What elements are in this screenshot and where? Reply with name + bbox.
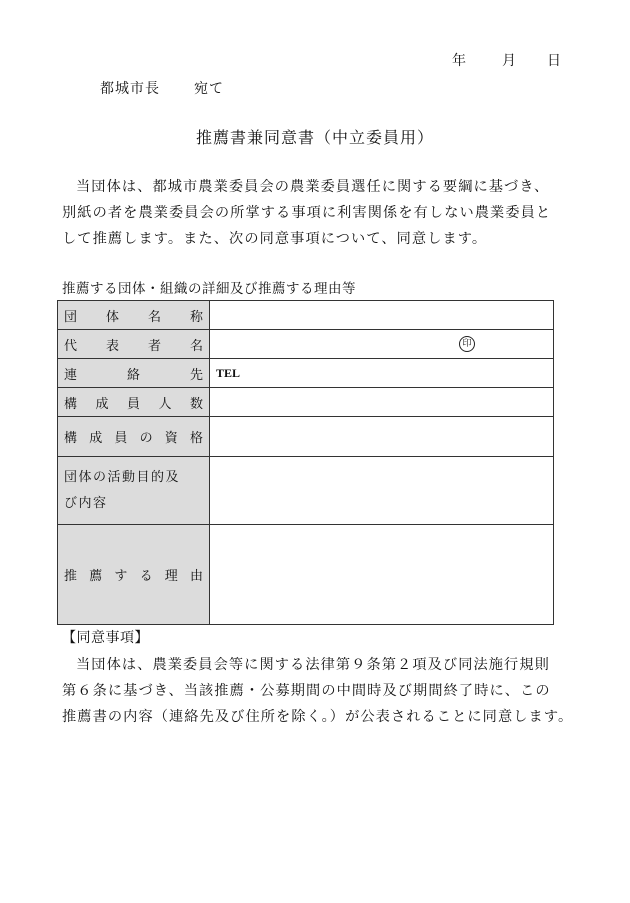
- label-char: 資: [164, 431, 178, 446]
- label-char: 員: [126, 396, 140, 412]
- intro-line: して推薦します。また、次の同意事項について、同意します。: [62, 231, 488, 247]
- label-char: 代: [64, 338, 78, 354]
- value-org-name[interactable]: [210, 301, 554, 330]
- label-char: 理: [164, 569, 178, 584]
- label-char: す: [114, 569, 128, 584]
- activity-label-line: び内容: [64, 495, 108, 511]
- label-char: 連: [64, 367, 78, 383]
- label-member-count: [58, 388, 210, 417]
- addressee-suffix: 宛て: [194, 81, 224, 97]
- label-activity-purpose: [58, 457, 210, 525]
- label-char: 体: [105, 309, 119, 325]
- label-recommendation-reason: [58, 525, 210, 625]
- value-member-count[interactable]: [210, 388, 554, 417]
- date-line: [0, 50, 630, 70]
- value-recommendation-reason[interactable]: [210, 525, 554, 625]
- label-char: 称: [189, 309, 203, 325]
- table-row: [58, 525, 554, 625]
- consent-line: 第６条に基づき、当該推薦・公募期間の中間時及び期間終了時に、この: [62, 683, 551, 699]
- value-member-qualification[interactable]: [210, 417, 554, 457]
- table-row: [58, 417, 554, 457]
- label-char: 名: [189, 338, 203, 354]
- label-org-name: [58, 301, 210, 330]
- addressee-name: 都城市長: [100, 81, 160, 97]
- consent-line: 推薦書の内容（連絡先及び住所を除く。）が公表されることに同意します。: [62, 709, 574, 725]
- value-representative[interactable]: [210, 330, 554, 359]
- consent-paragraph: [62, 652, 574, 730]
- label-char: 数: [189, 396, 203, 412]
- label-char: 推: [64, 569, 78, 584]
- label-char: 格: [189, 431, 203, 446]
- table-row: [58, 330, 554, 359]
- table-row: [58, 301, 554, 330]
- document-title: 推薦書兼同意書（中立委員用）: [195, 128, 434, 147]
- intro-line: 当団体は、都城市農業委員会の農業委員選任に関する要綱に基づき、: [76, 179, 550, 195]
- activity-label-line: 団体の活動目的及: [64, 469, 181, 485]
- label-char: 成: [89, 431, 103, 446]
- label-char: 員: [114, 431, 128, 446]
- value-contact[interactable]: TEL: [210, 359, 554, 388]
- label-char: 由: [189, 569, 203, 584]
- label-char: 構: [64, 396, 78, 412]
- label-representative: [58, 330, 210, 359]
- seal-mark-icon: 印: [459, 336, 475, 352]
- intro-paragraph: [62, 174, 562, 252]
- label-contact: [58, 359, 210, 388]
- consent-heading: 【同意事項】: [62, 630, 149, 646]
- label-char: 人: [158, 396, 172, 412]
- date-year: 年: [452, 53, 466, 69]
- value-activity-purpose[interactable]: [210, 457, 554, 525]
- label-char: 者: [147, 338, 161, 354]
- label-char: る: [139, 569, 153, 584]
- label-char: 構: [64, 431, 78, 446]
- label-char: の: [139, 431, 153, 446]
- date-month: 月: [502, 53, 516, 69]
- label-char: 表: [105, 338, 119, 354]
- table-row: [58, 388, 554, 417]
- label-char: 薦: [89, 569, 103, 584]
- addressee: [100, 78, 224, 98]
- table-row: [58, 359, 554, 388]
- organization-info-table: [57, 300, 554, 625]
- label-char: 団: [64, 309, 78, 325]
- label-member-qualification: [58, 417, 210, 457]
- consent-line: 当団体は、農業委員会等に関する法律第９条第２項及び同法施行規則: [76, 657, 550, 673]
- label-char: 名: [147, 309, 161, 325]
- table-row: [58, 457, 554, 525]
- label-char: 絡: [126, 367, 140, 383]
- label-char: 成: [95, 396, 109, 412]
- label-char: 先: [189, 367, 203, 383]
- table-caption: 推薦する団体・組織の詳細及び推薦する理由等: [62, 281, 356, 297]
- intro-line: 別紙の者を農業委員会の所掌する事項に利害関係を有しない農業委員と: [62, 205, 552, 221]
- date-day: 日: [547, 53, 561, 69]
